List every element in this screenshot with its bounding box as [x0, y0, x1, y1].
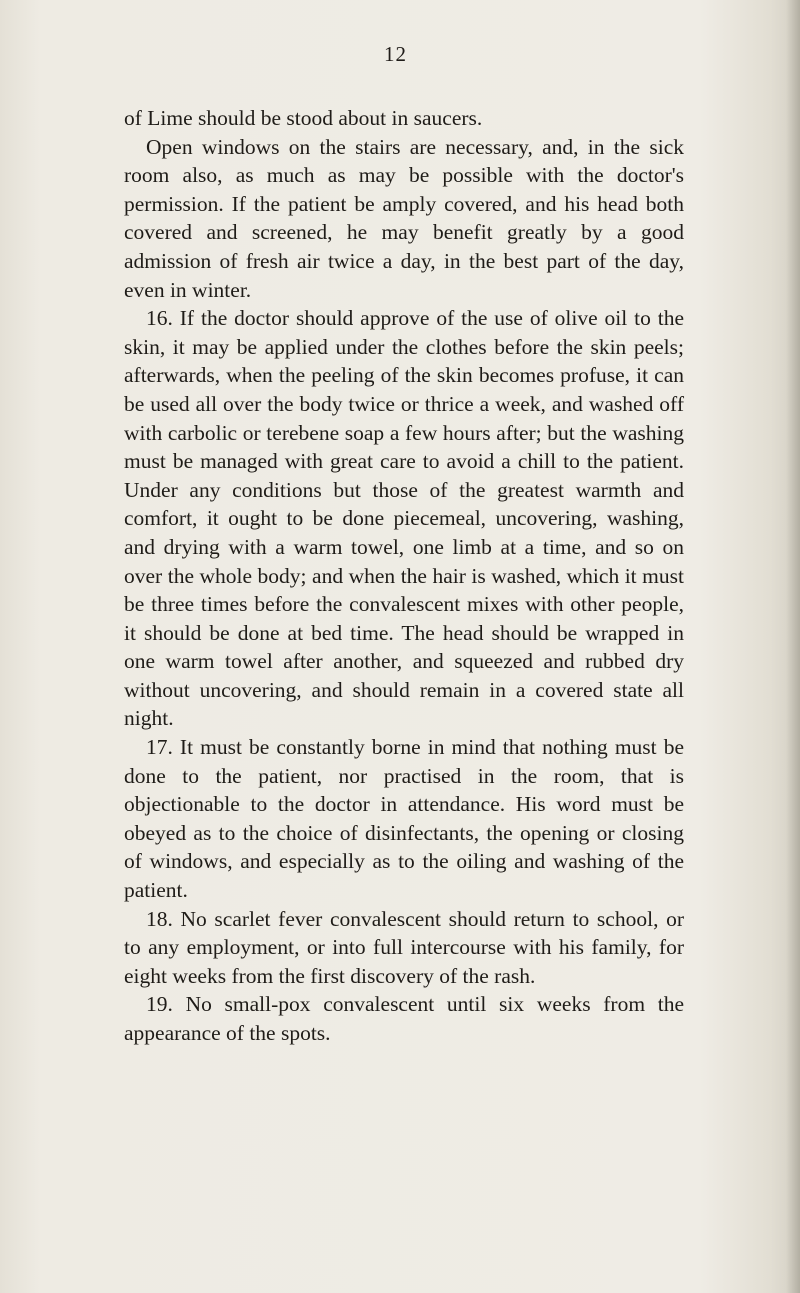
paragraph-16-olive-oil: 16. If the doctor should approve of the use of olive oil to the skin, it may be applied under the clothes before the skin peels; afterwards, when the peeling of the skin becomes profuse, it can be used all over the body twice or thrice a week, and washed off with carbolic or terebene soap a few hours after; but the washing must be managed with great care to avoid a chill to the patient. Under any conditions but those of the greatest warmth and comfort, it ought to be done piecemeal, uncovering, washing, and drying with a warm towel, one limb at a time, and so on over the whole body; and when the hair is washed, which it must be three times before the convalescent mixes with other people, it should be done at bed time. The head should be wrapped in one warm towel after another, and squeezed and rubbed dry without uncovering, and should remain in a covered state all night.: [124, 306, 684, 731]
page-number: 12: [384, 42, 407, 66]
page-edge-shadow: [786, 0, 800, 1293]
paragraph-18-scarlet-fever: 18. No scarlet fever convalescent should return to school, or to any employment, or into full intercourse with his family, for eight weeks from the first discovery of the rash.: [124, 906, 684, 988]
paragraph-17-doctor-orders: 17. It must be constantly borne in mind that nothing must be done to the patient, nor practised in the room, that is objectionable to the doctor in attendance. His word must be obeyed as to the choice of disinfectants, the opening or closing of windows, and especially as to the oiling and washing of the patient.: [124, 735, 684, 903]
paragraph-19-small-pox: 19. No small-pox convalescent until six weeks from the appearance of the spots.: [124, 992, 684, 1045]
paragraph-open-windows: Open windows on the stairs are necessary, and, in the sick room also, as much as may be possible with the doctor's permission. If the patient be amply covered, and his head both covered and screened, he may benefit greatly by a good admission of fresh air twice a day, in the best part of the day, even in winter.: [124, 134, 684, 302]
paragraph-continuation: of Lime should be stood about in saucers.: [124, 106, 483, 130]
body-text: [124, 104, 684, 1048]
